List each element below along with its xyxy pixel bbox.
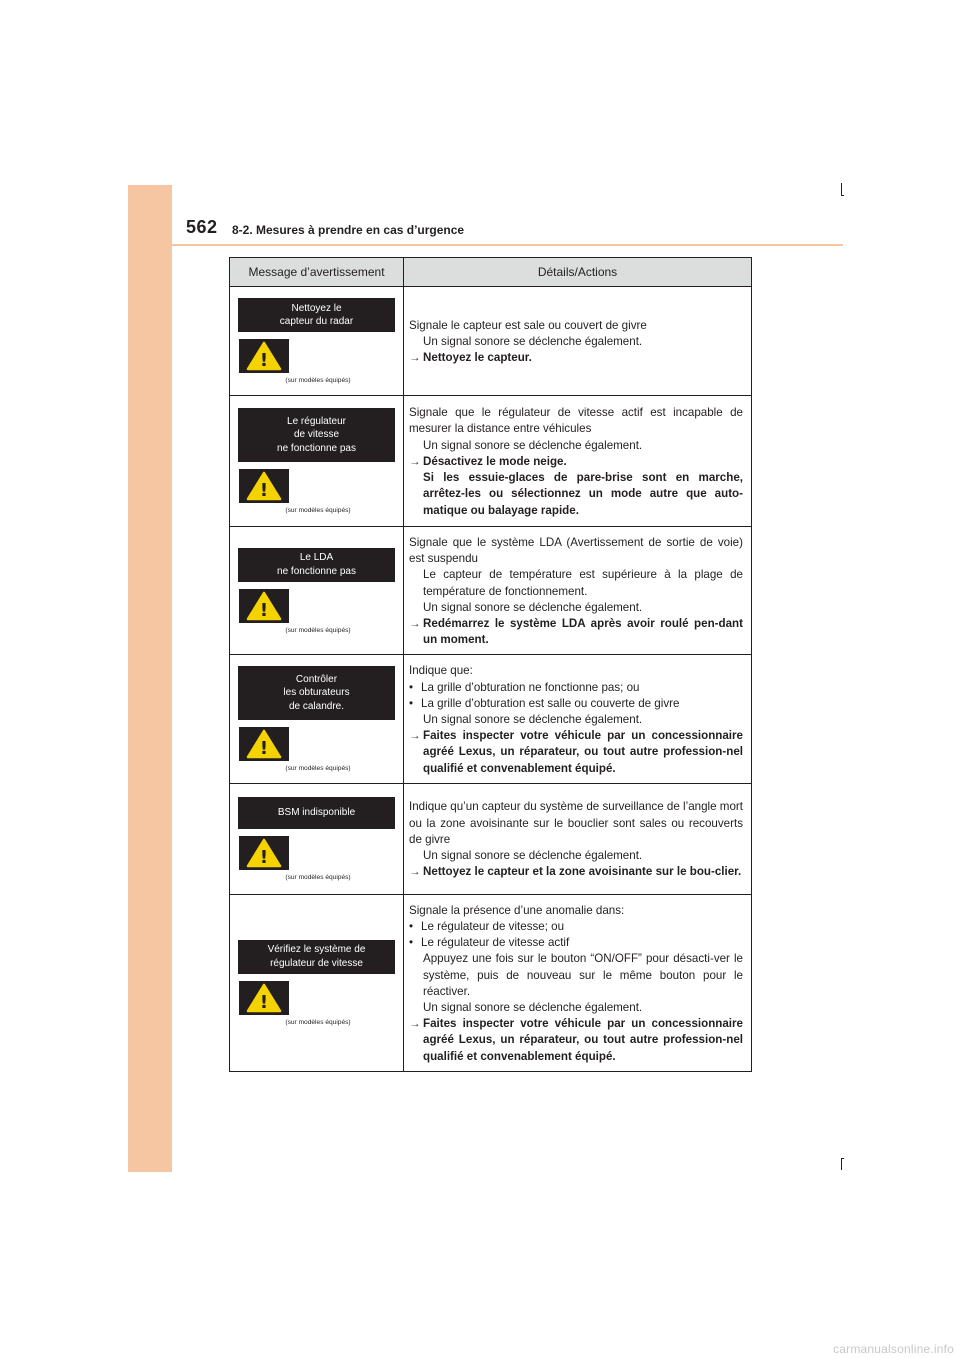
note: Un signal sonore se déclenche également. bbox=[423, 1001, 643, 1015]
arrow-icon: → bbox=[409, 1017, 421, 1031]
header-rule bbox=[172, 244, 843, 246]
note: Un signal sonore se déclenche également. bbox=[423, 438, 643, 452]
message-cell bbox=[230, 783, 404, 894]
warning-triangle-icon bbox=[246, 341, 282, 371]
arrow-icon: → bbox=[409, 351, 421, 365]
column-header-details: Détails/Actions bbox=[404, 258, 752, 287]
action: → Faites inspecter votre véhicule par un concessionnaire agréé Lexus, un réparateur, ou tout autre profession-nel qualifié et convenablement équipé. bbox=[409, 1017, 743, 1063]
table-header-row bbox=[230, 258, 752, 287]
equipped-models-note: (sur modèles équipés) bbox=[285, 873, 351, 881]
message-cell bbox=[230, 287, 404, 396]
description: Indique que: bbox=[409, 664, 473, 678]
dashboard-message: Contrôler les obturateurs de calandre. bbox=[238, 666, 395, 720]
warning-icon-box bbox=[239, 469, 289, 503]
list-item: • La grille d’obturation est salle ou couverte de givre bbox=[409, 696, 680, 710]
equipped-models-note: (sur modèles équipés) bbox=[285, 1018, 351, 1026]
action: → Nettoyez le capteur et la zone avoisinante sur le bou-clier. bbox=[409, 864, 743, 880]
description: Signale que le régulateur de vitesse actif est incapable de mesurer la distance entre véhicules bbox=[409, 406, 743, 436]
crop-mark-top bbox=[841, 183, 842, 195]
details-cell bbox=[404, 655, 752, 783]
message-cell bbox=[230, 396, 404, 527]
crop-mark-bottom bbox=[841, 1158, 842, 1170]
table-row bbox=[230, 894, 752, 1071]
dashboard-message: Nettoyez le capteur du radar bbox=[238, 298, 395, 332]
message-cell bbox=[230, 655, 404, 783]
description: Indique qu’un capteur du système de surveillance de l’angle mort ou la zone avoisinante sur le bouclier sont sales ou recouverts de givre bbox=[409, 800, 743, 846]
crop-mark-top-foot bbox=[841, 195, 844, 196]
description: Signale le capteur est sale ou couvert de givre bbox=[409, 318, 647, 332]
svg-text:!: ! bbox=[259, 738, 269, 760]
svg-text:!: ! bbox=[259, 350, 269, 371]
warning-icon-box bbox=[239, 836, 289, 870]
description: Signale que le système LDA (Avertissement de sortie de voie) est suspendu bbox=[409, 536, 743, 566]
list-item: • Le régulateur de vitesse actif bbox=[409, 936, 570, 950]
details-cell bbox=[404, 287, 752, 396]
warning-triangle-icon bbox=[246, 471, 282, 501]
action: → Faites inspecter votre véhicule par un concessionnaire agréé Lexus, un réparateur, ou tout autre profession-nel qualifié et convenablement équipé. bbox=[409, 729, 743, 775]
dashboard-message: Vérifiez le système de régulateur de vitesse bbox=[238, 940, 395, 974]
details-cell bbox=[404, 396, 752, 527]
warning-triangle-icon bbox=[246, 838, 282, 868]
note: Un signal sonore se déclenche également. bbox=[423, 848, 643, 862]
warning-icon-box bbox=[239, 339, 289, 373]
list-item: • Le régulateur de vitesse; ou bbox=[409, 920, 565, 934]
warning-triangle-icon bbox=[246, 591, 282, 621]
note: Un signal sonore se déclenche également. bbox=[423, 334, 643, 348]
dashboard-message: Le régulateur de vitesse ne fonctionne pas bbox=[238, 408, 395, 462]
arrow-icon: → bbox=[409, 454, 421, 468]
details-cell bbox=[404, 894, 752, 1071]
equipped-models-note: (sur modèles équipés) bbox=[285, 507, 351, 514]
crop-mark-bottom-foot bbox=[841, 1158, 844, 1159]
action: → Redémarrez le système LDA après avoir roulé pen-dant un moment. bbox=[409, 617, 743, 647]
warning-icon-box bbox=[239, 727, 289, 761]
equipped-models-note: (sur modèles équipés) bbox=[285, 377, 351, 384]
svg-text:!: ! bbox=[259, 599, 269, 621]
side-color-band bbox=[128, 185, 172, 1172]
svg-text:!: ! bbox=[259, 846, 269, 868]
action: → Désactivez le mode neige. bbox=[409, 454, 743, 470]
warning-icon-box bbox=[239, 589, 289, 623]
note: Un signal sonore se déclenche également. bbox=[423, 600, 643, 614]
svg-text:!: ! bbox=[259, 480, 269, 501]
equipped-models-note: (sur modèles équipés) bbox=[285, 765, 351, 773]
arrow-icon: → bbox=[409, 729, 421, 743]
message-cell bbox=[230, 527, 404, 655]
action-detail: Si les essuie-glaces de pare-brise sont en marche, arrêtez-les ou sélectionnez un mode autre que auto-matique ou balayage rapide. bbox=[423, 471, 743, 517]
details-cell bbox=[404, 783, 752, 894]
table-row bbox=[230, 783, 752, 894]
dashboard-message: Le LDA ne fonctionne pas bbox=[238, 548, 395, 582]
note: Un signal sonore se déclenche également. bbox=[423, 713, 643, 727]
warning-icon-box bbox=[239, 981, 289, 1015]
action: → Nettoyez le capteur. bbox=[409, 350, 743, 366]
dashboard-message: BSM indisponible bbox=[238, 797, 395, 829]
list-item: • La grille d’obturation ne fonctionne pas; ou bbox=[409, 680, 640, 694]
arrow-icon: → bbox=[409, 617, 421, 631]
description: Signale la présence d’une anomalie dans: bbox=[409, 903, 625, 917]
section-title: 8-2. Mesures à prendre en cas d’urgence bbox=[232, 223, 465, 237]
warning-messages-table bbox=[229, 257, 752, 1072]
equipped-models-note: (sur modèles équipés) bbox=[285, 626, 351, 634]
table-row bbox=[230, 655, 752, 783]
table-row bbox=[230, 287, 752, 396]
table-row bbox=[230, 527, 752, 655]
table-row bbox=[230, 396, 752, 527]
svg-text:!: ! bbox=[259, 991, 269, 1013]
page-number: 562 bbox=[186, 217, 218, 237]
details-cell bbox=[404, 527, 752, 655]
warning-triangle-icon bbox=[246, 729, 282, 759]
note: Appuyez une fois sur le bouton “ON/OFF” pour désacti-ver le système, puis de nouveau sur le même bouton pour le réactiver. bbox=[423, 952, 743, 998]
note: Le capteur de température est supérieure à la plage de température de fonctionnement. bbox=[423, 568, 743, 598]
column-header-message: Message d’avertissement bbox=[230, 258, 404, 287]
message-cell bbox=[230, 894, 404, 1071]
warning-triangle-icon bbox=[246, 983, 282, 1013]
arrow-icon: → bbox=[409, 865, 421, 879]
footer-watermark: carmanualsonline.info bbox=[833, 1342, 954, 1356]
